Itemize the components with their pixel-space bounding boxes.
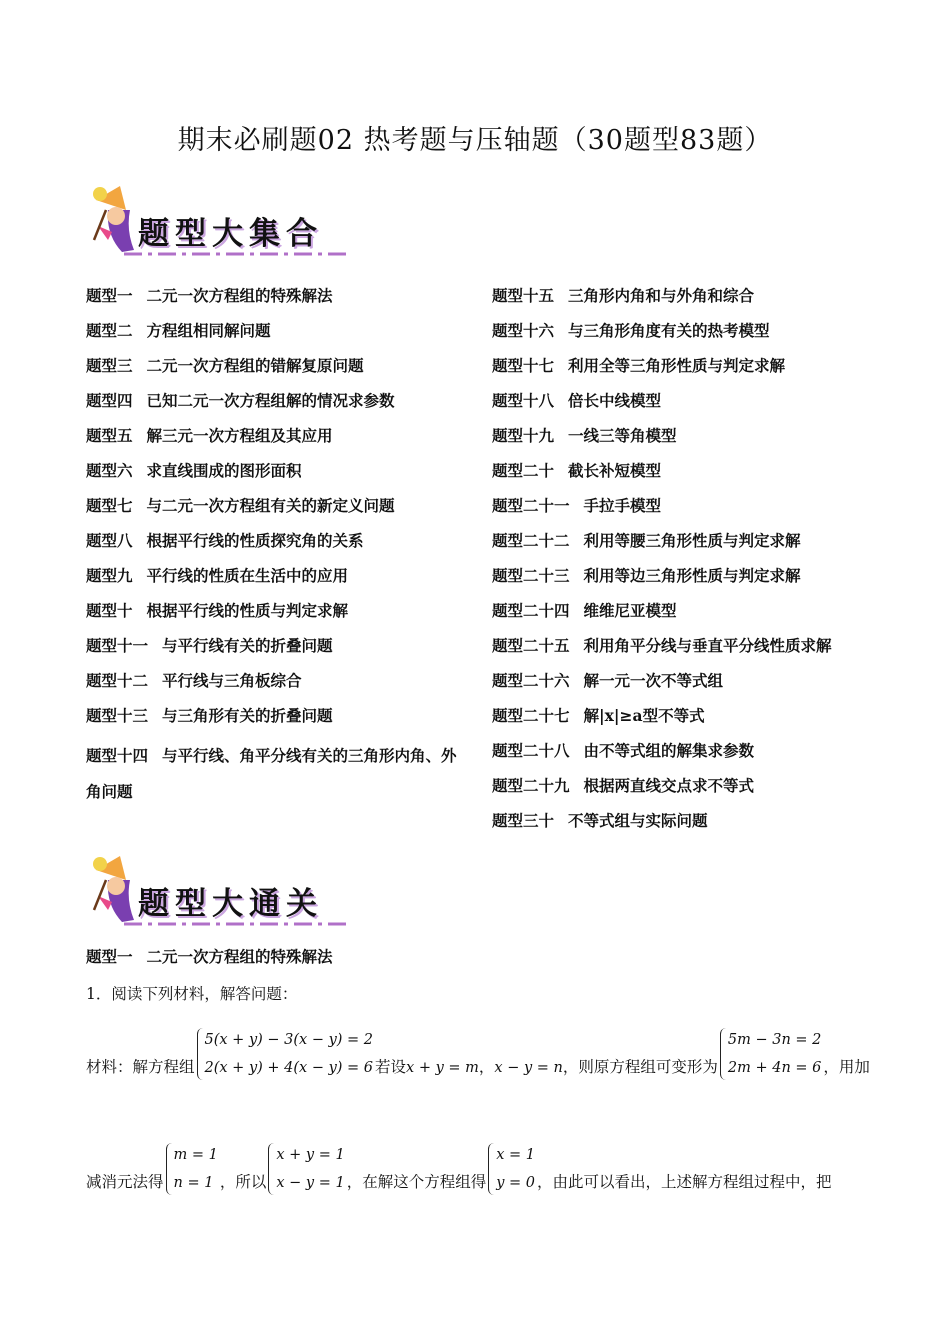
toc-item[interactable]: 题型三十 不等式组与实际问题 — [492, 811, 708, 830]
equation-system-4: x + y = 1 x − y = 1 — [268, 1141, 344, 1197]
banner-collection-text: 题型大集合 — [138, 216, 323, 252]
toc-item[interactable]: 题型二十 截长补短模型 — [492, 461, 662, 480]
toc-item[interactable]: 题型二十四 维维尼亚模型 — [492, 601, 677, 620]
toc-item[interactable]: 题型五 解三元一次方程组及其应用 — [86, 426, 333, 445]
toc-right-column — [492, 283, 892, 843]
toc-item[interactable]: 题型二十三 利用等边三角形性质与判定求解 — [492, 566, 801, 585]
banner-pass-text: 题型大通关 — [138, 886, 323, 922]
toc-item[interactable]: 题型八 根据平行线的性质探究角的关系 — [86, 531, 364, 550]
toc-item[interactable]: 题型十六 与三角形角度有关的热考模型 — [492, 321, 770, 340]
toc-item[interactable]: 题型一 二元一次方程组的特殊解法 — [86, 286, 333, 305]
toc-item[interactable]: 题型二十五 利用角平分线与垂直平分线性质求解 — [492, 636, 832, 655]
toc-item[interactable]: 题型四 已知二元一次方程组解的情况求参数 — [86, 391, 395, 410]
equation-system-3: m = 1 n = 1 — [166, 1141, 218, 1197]
toc-item[interactable]: 题型三 二元一次方程组的错解复原问题 — [86, 356, 364, 375]
toc-item[interactable]: 题型二十九 根据两直线交点求不等式 — [492, 776, 755, 795]
toc-item[interactable]: 题型十七 利用全等三角形性质与判定求解 — [492, 356, 786, 375]
toc-item[interactable]: 题型十八 倍长中线模型 — [492, 391, 662, 410]
material-line-1: 材料：解方程组 5(x + y) − 3(x − y) = 2 2(x + y) + 4(x − y) = 6 若设x + y = m，x − y = n，则原方程组可变形为 5m − 3n = 2 2m + 4n = 6 ，用加 — [86, 1040, 870, 1096]
toc-left-column — [86, 283, 471, 810]
toc-item[interactable]: 题型十二 平行线与三角板综合 — [86, 671, 302, 690]
banner-pass — [86, 850, 356, 932]
toc-item[interactable]: 题型七 与二元一次方程组有关的新定义问题 — [86, 496, 395, 515]
toc-item[interactable]: 题型二十六 解一元一次不等式组 — [492, 671, 724, 690]
page-title: 期末必刷题02 热考题与压轴题（30题型83题） — [177, 125, 773, 156]
toc-item[interactable]: 题型二十二 利用等腰三角形性质与判定求解 — [492, 531, 801, 550]
material-line-2: 减消元法得 m = 1 n = 1 ，所以 x + y = 1 x − y = 1 ，在解这个方程组得 x = 1 y = 0 ，由此可以看出，上述解方程组过程中，把 — [86, 1155, 832, 1211]
toc-item[interactable]: 题型六 求直线围成的图形面积 — [86, 461, 302, 480]
problem-intro: 1．阅读下列材料，解答问题： — [86, 985, 298, 1003]
toc-item[interactable]: 题型十五 三角形内角和与外角和综合 — [492, 286, 755, 305]
toc-item[interactable]: 题型二 方程组相同解问题 — [86, 321, 271, 340]
banner-collection — [86, 180, 356, 262]
toc-item[interactable]: 题型二十七 解|x|≥a型不等式 — [492, 706, 705, 725]
equation-system-5: x = 1 y = 0 — [488, 1141, 535, 1197]
toc-item[interactable]: 题型十九 一线三等角模型 — [492, 426, 677, 445]
toc-item[interactable]: 题型十 根据平行线的性质与判定求解 — [86, 601, 349, 620]
equation-system-1: 5(x + y) − 3(x − y) = 2 2(x + y) + 4(x − y) = 6 — [197, 1026, 374, 1082]
equation-system-2: 5m − 3n = 2 2m + 4n = 6 — [720, 1026, 822, 1082]
toc-item[interactable]: 题型十一 与平行线有关的折叠问题 — [86, 636, 333, 655]
section-title: 题型一 二元一次方程组的特殊解法 — [86, 947, 333, 966]
toc-item[interactable]: 题型二十一 手拉手模型 — [492, 496, 662, 515]
toc-item[interactable]: 题型二十八 由不等式组的解集求参数 — [492, 741, 755, 760]
toc-item[interactable]: 题型九 平行线的性质在生活中的应用 — [86, 566, 349, 585]
toc-item[interactable]: 题型十四 与平行线、角平分线有关的三角形内角、外角问题 — [86, 746, 457, 801]
toc-item[interactable]: 题型十三 与三角形有关的折叠问题 — [86, 706, 333, 725]
